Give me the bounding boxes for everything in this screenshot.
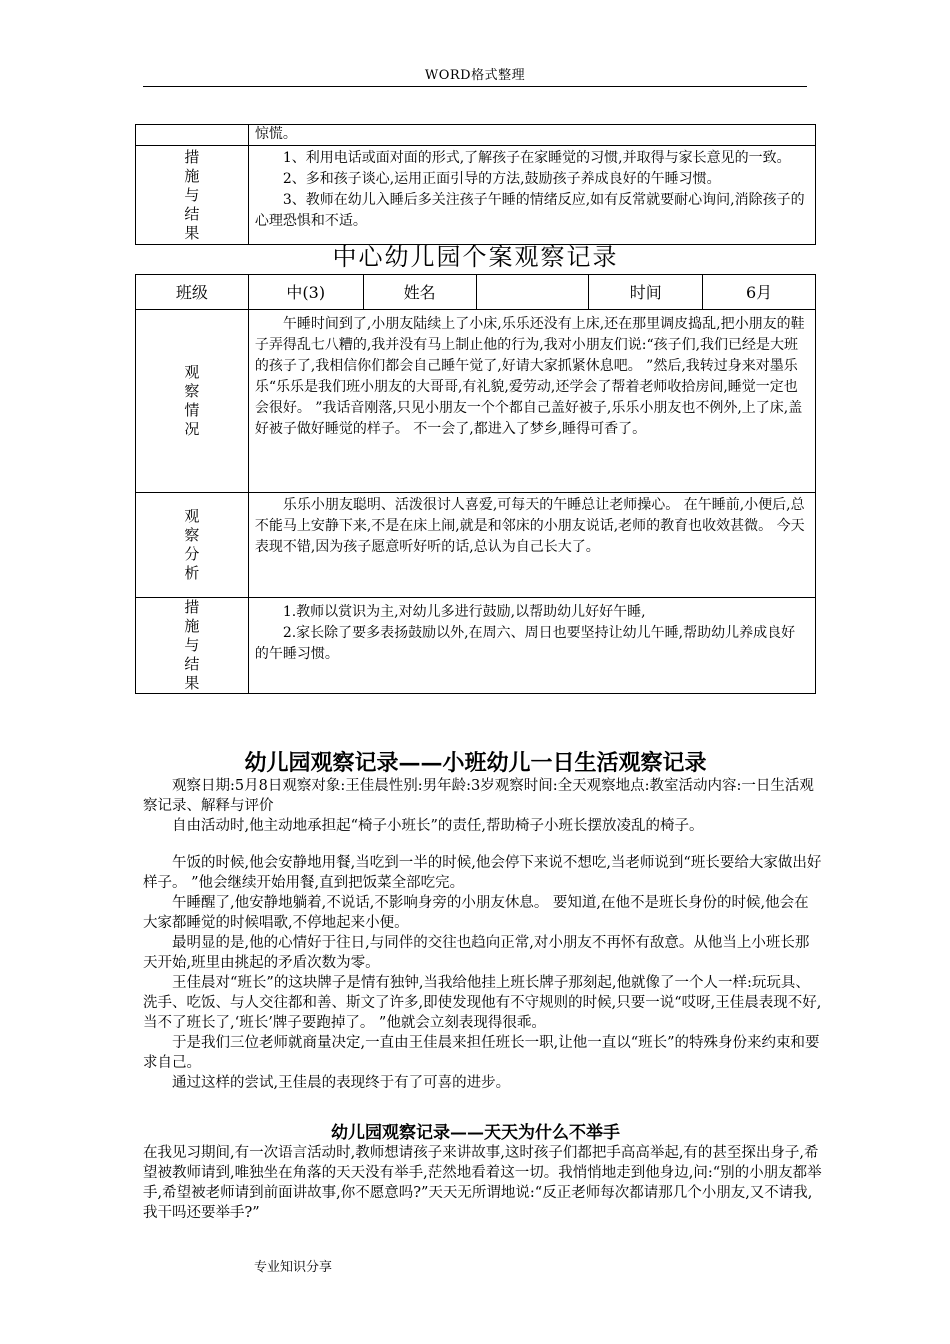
class-label: 班级 [136, 275, 249, 310]
record-table-continued [135, 124, 816, 245]
paragraph: 王佳晨对“班长”的这块牌子是情有独钟,当我给他挂上班长牌子那刻起,他就像了一个人一样:玩玩具、洗手、吃饭、与人交往都和善、斯文了许多,即使发现他有不守规则的时候,只要一说“哎呀,王佳晨表现不好,当不了班长了,‘班长’牌子要跑掉了。 ”他就会立刻表现得很乖。 [143, 975, 822, 1031]
measure-item: 2.家长除了要多表扬鼓励以外,在周六、周日也要坚持让幼儿午睡,帮助幼儿养成良好的午睡习惯。 [254, 625, 796, 662]
measures-text [248, 598, 815, 694]
measures-text [248, 146, 815, 245]
paragraph: 于是我们三位老师就商量决定,一直由王佳晨来担任班长一职,让他一直以“班长”的特殊身份来约束和要求自己。 [143, 1035, 820, 1071]
measures-label: 措 施 与 结 果 [136, 146, 249, 245]
analysis-label: 观 察 分 析 [136, 493, 249, 598]
measure-item: 2、多和孩子谈心,运用正面引导的方法,鼓励孩子养成良好的午睡习惯。 [282, 171, 721, 187]
observation-label: 观 察 情 况 [136, 310, 249, 493]
measure-item: 1.教师以赏识为主,对幼儿多进行鼓励,以帮助幼儿好好午睡, [282, 604, 646, 620]
observation-text: 午睡时间到了,小朋友陆续上了小床,乐乐还没有上床,还在那里调皮捣乱,把小朋友的鞋子弄得乱七八糟的,我并没有马上制止他的行为,我对小朋友们说:“孩子们,我们已经是大班的孩子了,我相信你们都会自己睡午觉了,好请大家抓紧休息吧。 ”然后,我转过身来对墨乐乐“乐乐是我们班小朋友的大哥哥,有礼貌,爱劳动,还学会了帮着老师收拾房间,睡觉一定也会很好。 ”我话音刚落,只见小朋友一个个都自己盖好被子,乐乐小朋友也不例外,上了床,盖好被子做好睡觉的样子。 不一会了,都进入了梦乡,睡得可香了。 [248, 310, 815, 493]
page-footer: 专业知识分享 [254, 1260, 333, 1275]
measure-item: 1、利用电话或面对面的形式,了解孩子在家睡觉的习惯,并取得与家长意见的一致。 [282, 150, 791, 166]
analysis-text: 乐乐小朋友聪明、活泼很讨人喜爱,可每天的午睡总让老师操心。 在午睡前,小便后,总不能马上安静下来,不是在床上闹,就是和邻床的小朋友说话,老师的教育也收效甚微。 今天表现不错,因为孩子愿意听好听的话,总认为自己长大了。 [248, 493, 815, 598]
class-value: 中(3) [248, 275, 363, 310]
measures-label: 措 施 与 结 果 [136, 598, 249, 694]
empty-label-cell [136, 125, 249, 146]
header-rule [143, 86, 807, 87]
name-value [476, 275, 589, 310]
measure-item: 3、教师在幼儿入睡后多关注孩子午睡的情绪反应,如有反常就要耐心询问,消除孩子的心理恐惧和不适。 [254, 192, 805, 229]
section-title: 幼儿园观察记录——小班幼儿一日生活观察记录 [244, 750, 707, 776]
page-header: WORD格式整理 [424, 68, 526, 83]
meta-line: 观察日期:5月8日观察对象:王佳晨性别:男年龄:3岁观察时间:全天观察地点:教室活动内容:一日生活观察记录、解释与评价 [143, 778, 814, 814]
paragraph-gap [143, 836, 823, 853]
section-title: 幼儿园观察记录——天天为什么不举手 [331, 1123, 620, 1143]
section-body [143, 1143, 823, 1223]
paragraph: 自由活动时,他主动地承担起“椅子小班长”的责任,帮助椅子小班长摆放凌乱的椅子。 [172, 818, 704, 834]
record-table [135, 274, 816, 694]
record-title: 中心幼儿园个案观察记录 [332, 243, 619, 271]
section-body [143, 776, 823, 1093]
continuation-text: 惊慌。 [248, 125, 815, 146]
paragraph: 最明显的是,他的心情好于往日,与同伴的交往也趋向正常,对小朋友不再怀有敌意。从他当上小班长那天开始,班里由挑起的矛盾次数为零。 [143, 935, 810, 971]
name-label: 姓名 [363, 275, 476, 310]
time-value: 6月 [703, 275, 816, 310]
paragraph: 午饭的时候,他会安静地用餐,当吃到一半的时候,他会停下来说不想吃,当老师说到“班长要给大家做出好样子。 ”他会继续开始用餐,直到把饭菜全部吃完。 [143, 855, 822, 891]
time-label: 时间 [589, 275, 703, 310]
paragraph: 午睡醒了,他安静地躺着,不说话,不影响身旁的小朋友休息。 要知道,在他不是班长身份的时候,他会在大家都睡觉的时候唱歌,不停地起来小便。 [143, 895, 809, 931]
paragraph: 通过这样的尝试,王佳晨的表现终于有了可喜的进步。 [172, 1075, 511, 1091]
paragraph: 在我见习期间,有一次语言活动时,教师想请孩子来讲故事,这时孩子们都把手高高举起,有的甚至探出身子,希望被教师请到,唯独坐在角落的天天没有举手,茫然地看着这一切。我悄悄地走到他身边,问:“别的小朋友都举手,希望被老师请到前面讲故事,你不愿意吗?”天天无所谓地说:“反正老师每次都请那几个小朋友,又不请我,我干吗还要举手?” [143, 1145, 822, 1221]
